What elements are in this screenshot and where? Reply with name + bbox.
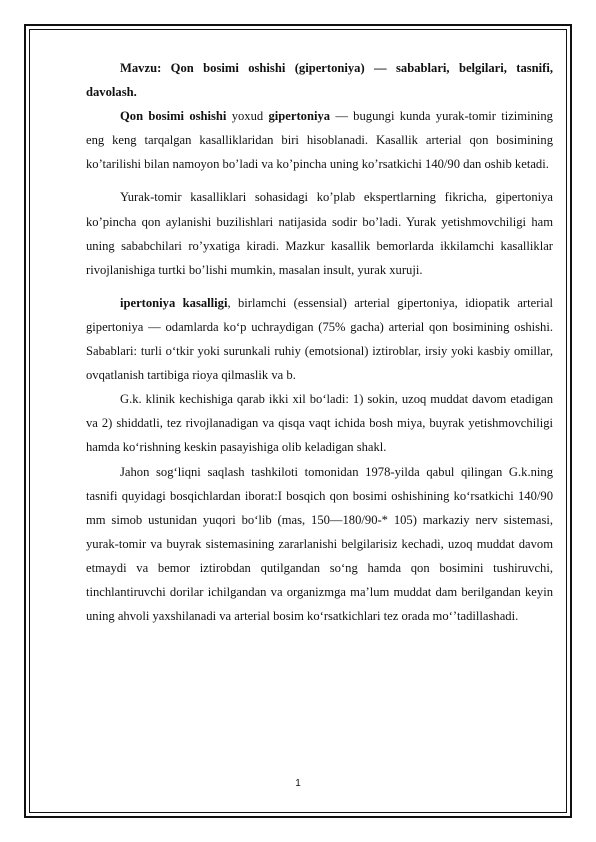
paragraph-4: G.k. klinik kechishiga qarab ikki xil boʻladi: 1) sokin, uzoq muddat davom etadigan va 2) shiddatli, tez rivojlanadigan va qisqa vaqt ichida bosh miya, buyrak yetishmovchiligi hamda koʻrishning keskin pasayishiga olib keladigan shakl. — [86, 392, 553, 455]
term-qon-bosimi: Qon bosimi oshishi — [120, 109, 227, 124]
paragraph-1 — [86, 104, 553, 176]
term-gipertoniya-kasalligi: ipertoniya kasalligi — [120, 295, 228, 310]
document-body — [86, 56, 553, 628]
paragraph-3 — [86, 291, 553, 387]
paragraph-1-text: — bugungi kunda yurak-tomir tizimining eng keng tarqalgan kasalliklaridan biri hisoblanadi. Kasallik arterial qon bosimining ko’tarilishi bilan namoyon bo’ladi va ko’pincha uning ko’rsatkichi 140/90 dan oshib ketadi. — [86, 109, 553, 172]
paragraph-2: Yurak-tomir kasalliklari sohasidagi ko’plab ekspertlarning fikricha, gipertoniya ko’pincha qon aylanishi buzilishlari natijasida sodir bo’ladi. Yurak yetishmovchiligi ham uning sababchilari ro’yxatiga kiradi. Mazkur kasallik bemorlarda ikkilamchi kasalliklar rivojlanishiga turtki bo’lishi mumkin, masalan insult, yurak xuruji. — [86, 190, 553, 277]
paragraph-3-text: , birlamchi (essensial) arterial gipertoniya, idiopatik arterial gipertoniya — odamlarda koʻp uchraydigan (75% gacha) arterial qon bosimining oshishi. Sabablari: turli oʻtkir yoki surunkali ruhiy (emotsional) iztiroblar, irsiy yoki kasbiy omillar, ovqatlanish tartibiga rioya qilmaslik va b. — [86, 295, 553, 383]
term-gipertoniya: gipertoniya — [268, 109, 331, 124]
page-number: 1 — [295, 778, 301, 789]
paragraph-5: Jahon sogʻliqni saqlash tashkiloti tomonidan 1978-yilda qabul qilingan G.k.ning tasnifi quyidagi bosqichlardan iborat:I bosqich qon bosimi oshishining koʻrsatkichi 140/90 mm simob ustunidan yuqori boʻlib (mas, 150—180/90-* 105) markaziy nerv sistemasi, yurak-tomir va buyrak sistemasining zararlanishi belgilarisiz kechadi, uzoq muddat davom etmaydi va bemor iztirobdan qutilgandan soʻng hamda qon bosimini tushiruvchi, tinchlantiruvchi dorilar ichilgandan va organizmga maʼlum muddat dam berilgandan keyin uning ahvoli yaxshilanadi va arterial bosim koʻrsatkichlari tez orada moʻʼtadillashadi. — [86, 464, 553, 624]
conjunction: yoxud — [226, 109, 269, 124]
document-title: Mavzu: Qon bosimi oshishi (gipertoniya) — sabablari, belgilari, tasnifi, davolash. — [86, 61, 553, 100]
